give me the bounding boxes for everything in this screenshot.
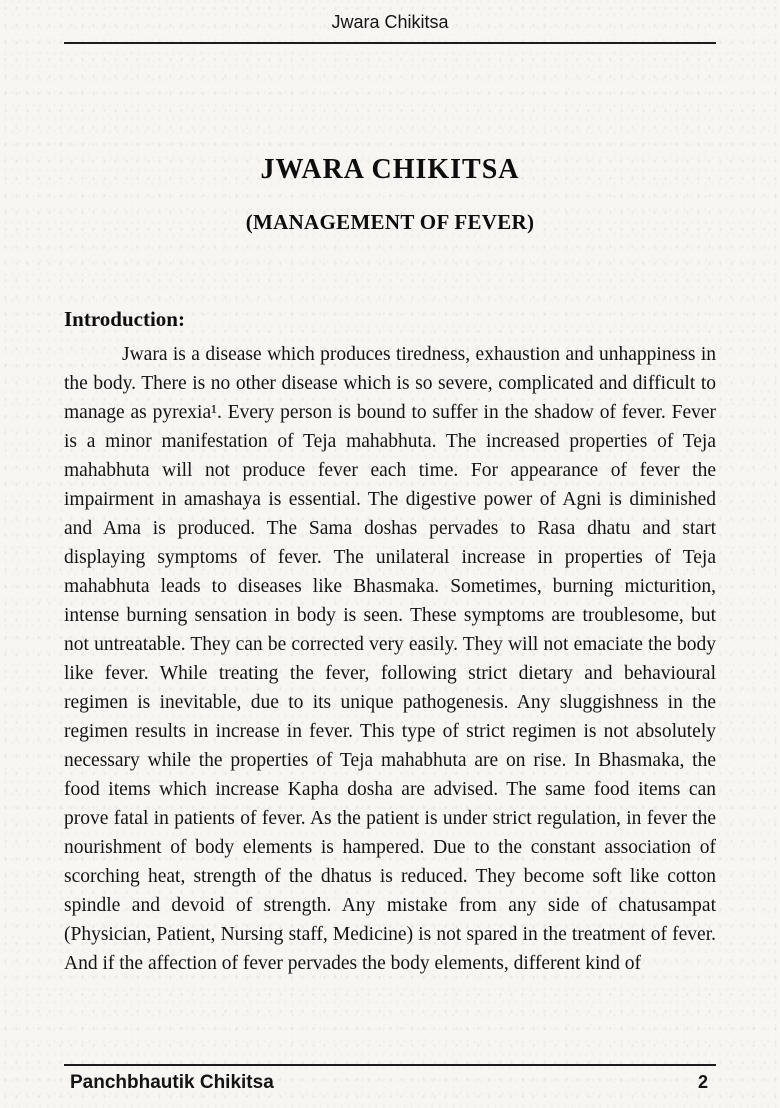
header-rule — [64, 42, 716, 44]
footer-book-title: Panchbhautik Chikitsa — [70, 1072, 274, 1093]
page-content — [0, 154, 780, 978]
running-header-title: Jwara Chikitsa — [331, 12, 449, 32]
footer-row — [0, 1072, 780, 1094]
page-header — [0, 0, 780, 44]
footer-rule — [64, 1064, 716, 1066]
chapter-title: JWARA CHIKITSA — [260, 154, 520, 185]
chapter-subtitle: (MANAGEMENT OF FEVER) — [245, 210, 535, 234]
section-heading-introduction: Introduction: — [64, 307, 185, 331]
footer-page-number: 2 — [697, 1072, 708, 1092]
introduction-paragraph: Jwara is a disease which produces tiredness, exhaustion and unhappiness in the body. There is no other disease which is so severe, complicated and difficult to manage as pyrexia¹. Every person is bound to suffer in the shadow of fever. Fever is a minor manifestation of Teja mahabhuta. The increased properties of Teja mahabhuta will not produce fever each time. For appearance of fever the impairment in amashaya is essential. The digestive power of Agni is diminished and Ama is produced. The Sama doshas pervades to Rasa dhatu and start displaying symptoms of fever. The unilateral increase in properties of Teja mahabhuta leads to diseases like Bhasmaka. Sometimes, burning micturition, intense burning sensation in body is seen. These symptoms are troublesome, but not untreatable. They can be corrected very easily. They will not emaciate the body like fever. While treating the fever, following strict dietary and behavioural regimen is inevitable, due to its unique pathogenesis. Any sluggishness in the regimen results in increase in fever. This type of strict regimen is not absolutely necessary while the properties of Teja mahabhuta are on rise. In Bhasmaka, the food items which increase Kapha dosha are advised. The same food items can prove fatal in patients of fever. As the patient is under strict regulation, in fever the nourishment of body elements is hampered. Due to the constant association of scorching heat, strength of the dhatus is reduced. They become soft like cotton spindle and devoid of strength. Any mistake from any side of chatusampat (Physician, Patient, Nursing staff, Medicine) is not spared in the treatment of fever. And if the affection of fever pervades the body elements, different kind of — [64, 344, 716, 974]
page-footer — [0, 1055, 780, 1108]
